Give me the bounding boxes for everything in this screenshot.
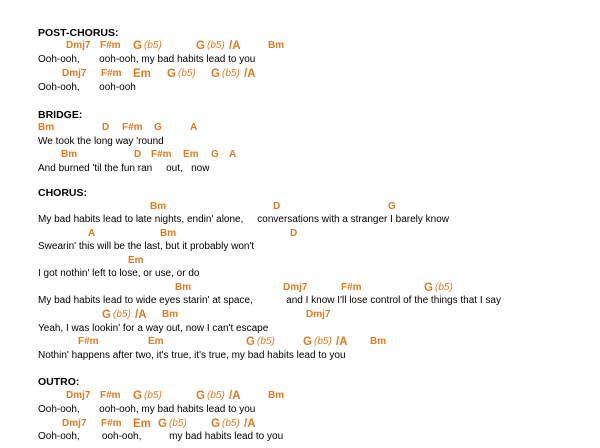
lyric-line (0, 136, 600, 150)
chord-suffix: (b5) (113, 309, 131, 320)
chord: F#m (101, 418, 122, 429)
chord-suffix: (b5) (314, 336, 332, 347)
chord: G (246, 336, 255, 348)
lyric-line (0, 54, 600, 68)
lyric-line (0, 163, 600, 177)
chord-line (0, 40, 600, 54)
lyric-line (0, 82, 600, 96)
chord: D (134, 149, 142, 160)
lyric: Yeah, I was lookin' for a way out, now I can't escape (38, 323, 269, 334)
section-heading: POST-CHORUS: (38, 27, 119, 39)
chord: G (158, 418, 167, 430)
chord: Dmj7 (66, 40, 91, 51)
chord: /A (244, 68, 256, 80)
chord-suffix: (b5) (144, 390, 162, 401)
chord: G (424, 282, 433, 294)
chord: Dmj7 (306, 309, 331, 320)
section-heading: BRIDGE: (38, 109, 83, 121)
chord: /A (135, 309, 147, 321)
chord-suffix: (b5) (222, 68, 240, 79)
chord-suffix: (b5) (222, 418, 240, 429)
lyric: And burned 'til the fun ran out, now (38, 163, 210, 174)
chord: A (88, 228, 96, 239)
lyric-line (0, 295, 600, 309)
chord-line (0, 282, 600, 296)
chord: Dmj7 (66, 390, 91, 401)
chord-line (0, 149, 600, 163)
section-heading: OUTRO: (38, 376, 80, 388)
chord: F#m (341, 282, 362, 293)
chord: G (133, 390, 142, 402)
chord: Bm (61, 149, 78, 160)
chord: Dmj7 (62, 68, 87, 79)
lyric-line (0, 214, 600, 228)
chord: Em (133, 418, 151, 430)
section-heading: CHORUS: (38, 187, 87, 199)
lyric: Nothin' happens after two, it's true, it's true, my bad habits lead to you (38, 350, 346, 361)
chord-suffix: (b5) (169, 418, 187, 429)
lyric: Ooh-ooh, ooh-ooh, my bad habits lead to you (38, 54, 256, 65)
chord: Em (128, 255, 144, 266)
chord-suffix: (b5) (207, 390, 225, 401)
section-heading-row (0, 376, 600, 390)
lyric: We took the long way 'round (38, 136, 164, 147)
lyric-line (0, 323, 600, 337)
chord: G (303, 336, 312, 348)
lyric: I got nothin' left to lose, or use, or do (38, 268, 200, 279)
lyric: My bad habits lead to wide eyes starin' at space, and I know I'll lose control of the things that I say (38, 295, 501, 306)
chord-line (0, 122, 600, 136)
chord-line (0, 418, 600, 432)
chord: /A (229, 390, 241, 402)
chord: Bm (38, 122, 55, 133)
chord: Bm (150, 201, 167, 212)
chord-suffix: (b5) (435, 282, 453, 293)
chord: Em (183, 149, 199, 160)
lyric: Swearin' this will be the last, but it probably won't (38, 241, 255, 252)
chord: G (211, 149, 219, 160)
chord-suffix: (b5) (257, 336, 275, 347)
chord: G (196, 390, 205, 402)
chord: F#m (101, 68, 122, 79)
chord: F#m (78, 336, 99, 347)
chord: Dmj7 (283, 282, 308, 293)
chord-line (0, 228, 600, 242)
chord: G (211, 68, 220, 80)
chord: G (211, 418, 220, 430)
chord: Dmj7 (62, 418, 87, 429)
chord: D (102, 122, 110, 133)
chord: D (273, 201, 281, 212)
lyric-line (0, 404, 600, 418)
chord: F#m (151, 149, 172, 160)
lyric: My bad habits lead to late nights, endin' alone, conversations with a stranger I barely know (38, 214, 450, 225)
chord: F#m (100, 40, 121, 51)
chord-line (0, 201, 600, 215)
lyric-line (0, 268, 600, 282)
chord: F#m (122, 122, 143, 133)
lyric: Ooh-ooh, ooh-ooh, my bad habits lead to you (38, 404, 256, 415)
chord: F#m (100, 390, 121, 401)
chord-line (0, 309, 600, 323)
lyric-line (0, 241, 600, 255)
chord: A (229, 149, 237, 160)
chord-suffix: (b5) (144, 40, 162, 51)
chord: /A (336, 336, 348, 348)
lyric-line (0, 350, 600, 364)
chord-line (0, 255, 600, 269)
chord-line (0, 336, 600, 350)
chord-line (0, 390, 600, 404)
chord: /A (229, 40, 241, 52)
chord-suffix: (b5) (207, 40, 225, 51)
chord: Bm (268, 40, 285, 51)
chord: /A (244, 418, 256, 430)
chord-line (0, 68, 600, 82)
chord: Em (148, 336, 164, 347)
chord: D (290, 228, 298, 239)
section-heading-row (0, 187, 600, 201)
lyric: Ooh-ooh, ooh-ooh (38, 82, 136, 93)
chord: G (133, 40, 142, 52)
chord: Em (133, 68, 151, 80)
chord: A (190, 122, 198, 133)
chord: G (167, 68, 176, 80)
section-heading-row (0, 27, 600, 41)
chord: G (154, 122, 162, 133)
chord: Bm (268, 390, 285, 401)
chord: G (196, 40, 205, 52)
lyric: Ooh-ooh, ooh-ooh, my bad habits lead to you (38, 431, 284, 442)
chord-suffix: (b5) (178, 68, 196, 79)
chord: G (102, 309, 111, 321)
section-heading-row (0, 109, 600, 123)
chord: Bm (175, 282, 192, 293)
lyric-line (0, 431, 600, 445)
chord: G (388, 201, 396, 212)
chord: Bm (162, 309, 179, 320)
chord: Bm (370, 336, 387, 347)
chord: Bm (160, 228, 177, 239)
